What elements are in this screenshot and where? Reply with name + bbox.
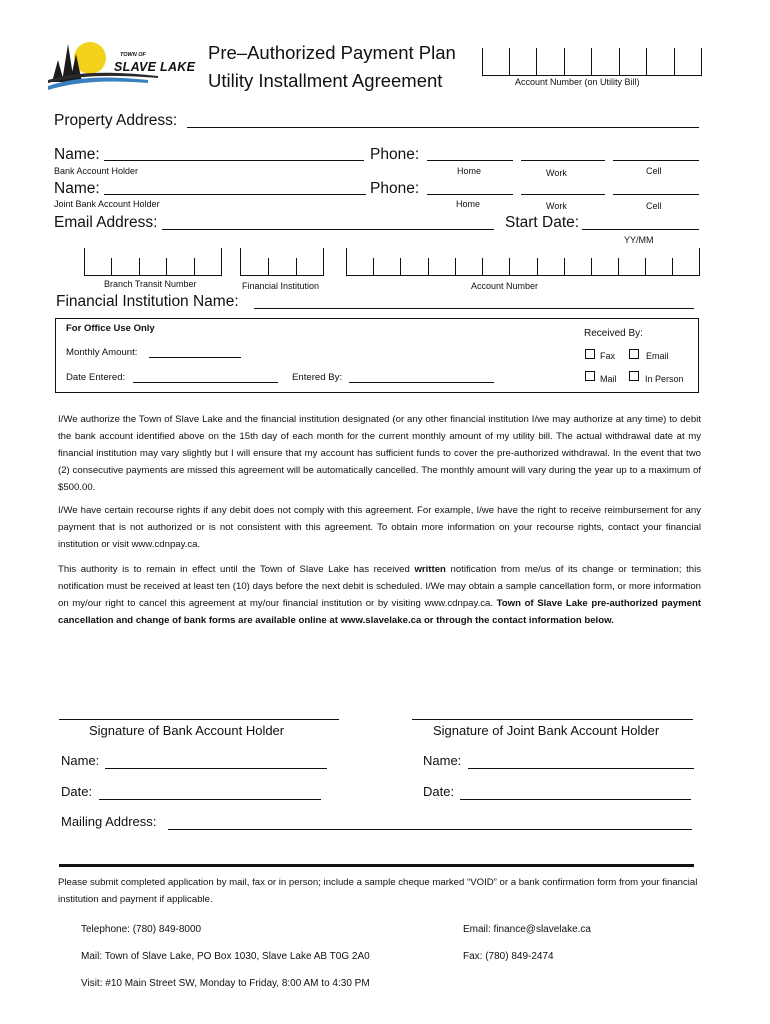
cancellation-text-a: This authority is to remain in effect until the Town of Slave Lake has received xyxy=(58,564,415,575)
in-person-checkbox[interactable] xyxy=(629,371,639,381)
holder-signature-field[interactable] xyxy=(59,719,339,720)
joint-home-caption: Home xyxy=(456,199,481,209)
cancellation-paragraph xyxy=(58,561,701,629)
financial-institution-boxes[interactable] xyxy=(240,248,324,276)
start-date-field[interactable] xyxy=(582,229,699,230)
cancellation-bold-note: Town of Slave Lake pre-authorized payment cancellation and change of bank forms are available online at www.slavelake.ca or through the contact information below. xyxy=(58,598,701,626)
joint-work-caption: Work xyxy=(546,201,567,211)
town-logo xyxy=(48,36,196,92)
email-address-label: Email Address: xyxy=(54,214,158,231)
entered-by-label: Entered By: xyxy=(292,372,343,383)
property-address-field[interactable] xyxy=(187,127,699,128)
utility-account-number-boxes[interactable] xyxy=(482,48,702,76)
date-entered-field[interactable] xyxy=(133,382,278,383)
signature-name-right-label: Name: xyxy=(423,753,462,768)
branch-transit-boxes[interactable] xyxy=(84,248,222,276)
cell-caption: Cell xyxy=(646,166,662,176)
home-caption: Home xyxy=(457,166,482,176)
property-address-label: Property Address: xyxy=(54,112,178,129)
form-title-line2: Utility Installment Agreement xyxy=(208,70,443,91)
received-by-label: Received By: xyxy=(584,328,643,339)
holder-name-field[interactable] xyxy=(104,160,364,161)
mail-label: Mail xyxy=(600,374,617,384)
date-entered-label: Date Entered: xyxy=(66,372,126,383)
email-checkbox[interactable] xyxy=(629,349,639,359)
yymm-caption: YY/MM xyxy=(624,235,654,245)
logo-slave-lake: SLAVE LAKE xyxy=(114,60,196,74)
signature-date-right-label: Date: xyxy=(423,784,455,799)
holder-cell-phone-field[interactable] xyxy=(613,160,699,161)
logo-town-of: TOWN OF xyxy=(120,52,146,58)
signature-name-left-label: Name: xyxy=(61,753,100,768)
holder-work-phone-field[interactable] xyxy=(521,160,605,161)
holder-home-phone-field[interactable] xyxy=(427,160,513,161)
joint-name-label: Name: xyxy=(54,180,100,197)
contact-visit: Visit: #10 Main Street SW, Monday to Friday, 8:00 AM to 4:30 PM xyxy=(81,978,370,989)
bank-account-number-boxes[interactable] xyxy=(346,248,700,276)
financial-institution-name-label: Financial Institution Name: xyxy=(56,293,239,310)
contact-telephone: Telephone: (780) 849-8000 xyxy=(81,924,202,935)
joint-holder-caption: Joint Bank Account Holder xyxy=(54,199,160,209)
account-number-bank-caption: Account Number xyxy=(471,281,539,291)
email-address-field[interactable] xyxy=(162,229,494,230)
email-checkbox-label: Email xyxy=(646,351,669,361)
signature-date-right-field[interactable] xyxy=(460,799,691,800)
office-use-title: For Office Use Only xyxy=(66,323,155,334)
joint-cell-phone-field[interactable] xyxy=(613,194,699,195)
contact-email: Email: finance@slavelake.ca xyxy=(463,924,591,935)
joint-phone-label: Phone: xyxy=(370,180,420,197)
joint-cell-caption: Cell xyxy=(646,201,662,211)
joint-work-phone-field[interactable] xyxy=(521,194,605,195)
work-caption: Work xyxy=(546,168,567,178)
entered-by-field[interactable] xyxy=(349,382,494,383)
joint-home-phone-field[interactable] xyxy=(427,194,513,195)
joint-name-field[interactable] xyxy=(104,194,366,195)
contact-mail: Mail: Town of Slave Lake, PO Box 1030, Slave Lake AB T0G 2A0 xyxy=(81,951,370,962)
mailing-address-field[interactable] xyxy=(168,829,692,830)
submission-instructions: Please submit completed application by mail, fax or in person; include a sample cheque marked “VOID” or a bank confirmation form from your financial institution and payment if applicable. xyxy=(58,877,698,905)
signature-date-left-field[interactable] xyxy=(99,799,321,800)
branch-transit-caption: Branch Transit Number xyxy=(104,279,197,289)
recourse-paragraph: I/We have certain recourse rights if any debit does not comply with this agreement. For example, I/we have the right to receive reimbursement for any payment that is not authorized or is not consistent with this agreement. To obtain more information on your recourse rights, contact your financial institution or visit www.cdnpay.ca. xyxy=(58,505,701,550)
written-emphasis: written xyxy=(414,564,446,575)
joint-signature-label: Signature of Joint Bank Account Holder xyxy=(433,723,660,738)
section-divider xyxy=(59,864,694,867)
monthly-amount-label: Monthly Amount: xyxy=(66,347,138,358)
signature-date-left-label: Date: xyxy=(61,784,93,799)
financial-institution-caption: Financial Institution xyxy=(242,281,320,291)
signature-name-left-field[interactable] xyxy=(105,768,327,769)
fax-label: Fax xyxy=(600,351,616,361)
form-title-line1: Pre–Authorized Payment Plan xyxy=(208,42,456,63)
monthly-amount-field[interactable] xyxy=(149,357,241,358)
in-person-label: In Person xyxy=(645,374,684,384)
financial-institution-name-field[interactable] xyxy=(254,308,694,309)
mailing-address-label: Mailing Address: xyxy=(61,814,157,829)
name-label: Name: xyxy=(54,146,100,163)
bank-account-holder-caption: Bank Account Holder xyxy=(54,166,139,176)
account-number-caption: Account Number (on Utility Bill) xyxy=(515,77,640,87)
fax-checkbox[interactable] xyxy=(585,349,595,359)
holder-signature-label: Signature of Bank Account Holder xyxy=(89,723,285,738)
phone-label: Phone: xyxy=(370,146,420,163)
start-date-label: Start Date: xyxy=(505,214,580,231)
cancellation-text-b: notification from me/us of its change or termination; this notification must be received at least ten (10) days before the next debit is scheduled. I/We may obtain a sample cancellation form, or more information on my/our right to cancel this agreement at my/our financial institution or by visiting www.cdnpay.ca. xyxy=(58,564,702,609)
authorization-paragraph: I/We authorize the Town of Slave Lake and the financial institution designated (or any other financial institution I/we may authorize at any time) to debit the bank account identified above on the 15th day of each month for the current monthly amount of my utility bill. The actual withdrawal date at my financial institution may vary slightly but I will ensure that my account has sufficient funds to cover the pre-authorized withdrawal. In the event that two (2) consecutive payments are missed this agreement will be automatically cancelled. The monthly amount will vary during the year up to a maximum of $500.00. xyxy=(58,414,701,493)
contact-fax: Fax: (780) 849-2474 xyxy=(463,951,554,962)
mail-checkbox[interactable] xyxy=(585,371,595,381)
joint-signature-field[interactable] xyxy=(412,719,693,720)
signature-name-right-field[interactable] xyxy=(468,768,694,769)
